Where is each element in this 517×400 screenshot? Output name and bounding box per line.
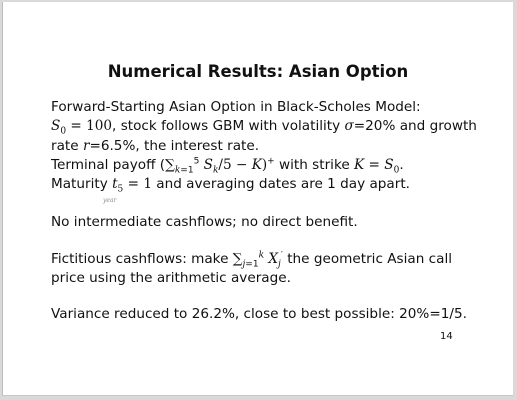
page-number: 14 <box>440 331 453 342</box>
slide <box>2 2 513 396</box>
text-line-3-start: rate <box>51 138 83 154</box>
handwritten-note: year <box>103 197 117 204</box>
text-line-9: Variance reduced to 26.2%, close to best possible: 20%=1/5. <box>51 306 467 322</box>
text-line-2: $S_0 = 100$, stock follows GBM with volatility σ=20% and growth <box>51 118 477 137</box>
text-line-4: Terminal payoff ($\sum_{k=1}^5$ $S_k/5 - K)^+$ with strike $K = S_0$. <box>51 156 404 176</box>
text-line-5-start: Maturity <box>51 176 113 192</box>
text-line-4-start: Terminal payoff ( <box>51 157 166 173</box>
text-line-6: No intermediate cashflows; no direct benefit. <box>51 214 358 230</box>
text-line-2-end: and growth <box>395 118 477 134</box>
text-line-7-start: Fictitious cashflows: make <box>51 251 233 267</box>
text-line-8: price using the arithmetic average. <box>51 270 291 286</box>
text-line-7-end: the geometric Asian call <box>282 251 453 267</box>
text-line-3: rate r=6.5%, the interest rate. <box>51 138 260 154</box>
slide-title: Numerical Results: Asian Option <box>107 62 409 81</box>
text-line-1: Forward-Starting Asian Option in Black-Scholes Model: <box>51 99 421 115</box>
text-line-7: Fictitious cashflows: make $\sum_{j=1}^k$ $X_j'$ the geometric Asian call <box>51 250 453 270</box>
text-line-5-end: and averaging dates are 1 day apart. <box>151 176 410 192</box>
text-line-3-end: , the interest rate. <box>135 138 260 154</box>
text-line-5: Maturity $t_5 = 1$ and averaging dates are 1 day apart. <box>51 176 410 195</box>
text-line-4-end: . <box>399 157 404 173</box>
text-line-2-mid: , stock follows GBM with volatility <box>112 118 345 134</box>
text-line-4-mid: with strike <box>274 157 355 173</box>
